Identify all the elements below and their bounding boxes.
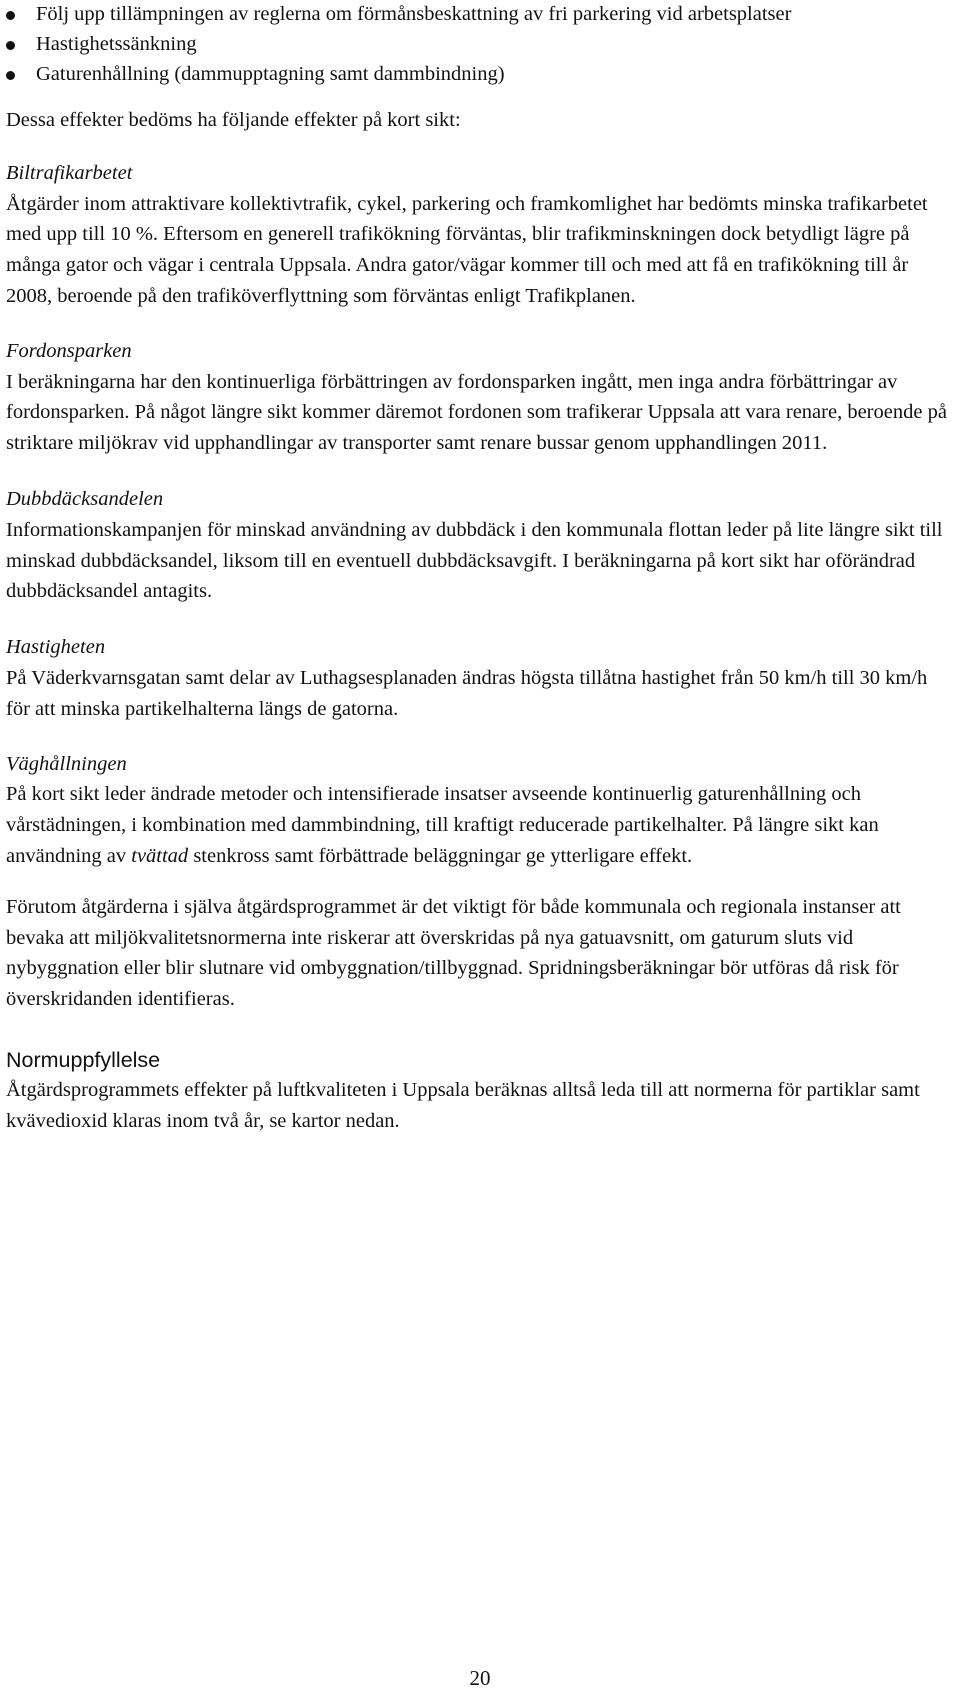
section-heading-hastigheten: Hastigheten xyxy=(6,636,106,659)
section-body-vaghallningen: På kort sikt leder ändrade metoder och intensifierade insatser avseende kontinuerlig gaturenhållning och vårstädningen, i kombination med dammbindning, till kraftigt reducerade partikelhalter. På längre sikt kan användning av tvättad stenkross samt förbättrade beläggningar ge ytterligare effekt. xyxy=(6,783,879,867)
section-body-biltrafikarbetet: Åtgärder inom attraktivare kollektivtrafik, cykel, parkering och framkomlighet har bedömts minska trafikarbetet med upp till 10 %. Eftersom en generell trafikökning förväntas, blir trafikminskningen dock betydligt lägre på många gator och vägar i centrala Uppsala. Andra gator/vägar kommer till och med att få en trafikökning till år 2008, beroende på den trafiköverflyttning som förväntas enligt Trafikplanen. xyxy=(6,192,928,307)
section-body-hastigheten: På Väderkvarnsgatan samt delar av Luthagsesplanaden ändras högsta tillåtna hastighet från 50 km/h till 30 km/h för att minska partikelhalterna längs de gatorna. xyxy=(6,666,928,720)
bullet-list xyxy=(6,0,952,89)
section-heading-normuppfyllelse: Normuppfyllelse xyxy=(6,1047,161,1072)
bullet-item: Hastighetssänkning xyxy=(6,29,952,59)
document-page xyxy=(6,0,952,1137)
conclusion-paragraph: Förutom åtgärderna i själva åtgärdsprogrammet är det viktigt för både kommunala och regionala instanser att bevaka att miljökvalitetsnormerna inte riskerar att överskridas på nya gatuavsnitt, om gaturum sluts vid nybyggnation eller blir slutnare vid ombyggnation/tillbyggnad. Spridningsberäkningar bör utföras då risk för överskridanden identifieras. xyxy=(6,895,901,1011)
bullet-dot-icon xyxy=(6,71,15,80)
emphasis-tvattad: tvättad xyxy=(131,844,189,867)
bullet-item: Följ upp tillämpningen av reglerna om förmånsbeskattning av fri parkering vid arbetsplatser xyxy=(6,0,952,29)
section-body-dubbdacksandelen: Informationskampanjen för minskad användning av dubbdäck i den kommunala flottan leder på lite längre sikt till minskad dubbdäcksandel, liksom till en eventuell dubbdäcksavgift. I beräkningarna på kort sikt har oförändrad dubbdäcksandel antagits. xyxy=(6,518,943,603)
section-heading-biltrafikarbetet: Biltrafikarbetet xyxy=(6,161,133,184)
section-heading-fordonsparken: Fordonsparken xyxy=(6,339,132,362)
section-heading-vaghallningen: Väghållningen xyxy=(6,752,127,775)
intro-paragraph: Dessa effekter bedöms ha följande effekter på kort sikt: xyxy=(6,109,461,131)
section-heading-dubbdacksandelen: Dubbdäcksandelen xyxy=(6,487,164,510)
bullet-dot-icon xyxy=(6,41,15,50)
section-body-fordonsparken: I beräkningarna har den kontinuerliga förbättringen av fordonsparken ingått, men inga andra förbättringar av fordonsparken. På något längre sikt kommer däremot fordonen som trafikerar Uppsala att vara renare, beroende på striktare miljökrav vid upphandlingar av transporter samt renare bussar genom upphandlingen 2011. xyxy=(6,370,947,455)
page-number: 20 xyxy=(469,1666,491,1690)
bullet-dot-icon xyxy=(6,11,15,20)
bullet-item: Gaturenhållning (dammupptagning samt dammbindning) xyxy=(6,59,952,89)
section-body-normuppfyllelse: Åtgärdsprogrammets effekter på luftkvaliteten i Uppsala beräknas alltså leda till att normerna för partiklar samt kvävedioxid klaras inom två år, se kartor nedan. xyxy=(6,1078,920,1132)
